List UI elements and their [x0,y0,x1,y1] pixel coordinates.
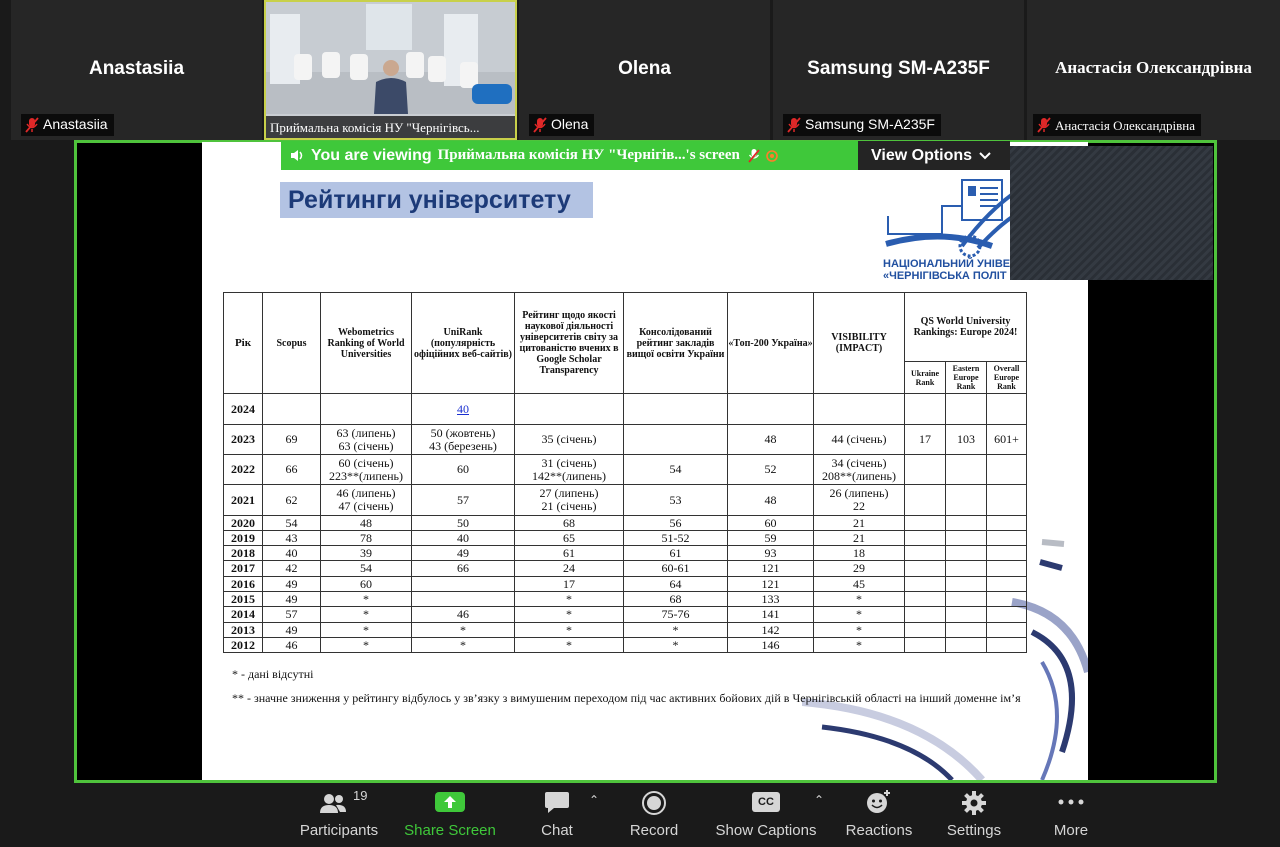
header-scholar: Рейтинг щодо якості наукової діяльності університетів світу за цитованістю вчених в Google Scholar Transparency [515,293,624,394]
view-options-button[interactable] [858,141,1010,170]
share-screen-button[interactable] [402,783,498,847]
cell-consolidated: 61 [624,546,728,561]
cell-scholar: 17 [515,577,624,592]
cell-qs-overall [987,577,1027,592]
settings-button[interactable] [942,783,1006,847]
cell-unirank: * [412,623,515,638]
cell-year: 2013 [224,623,263,638]
header-qs-overall: Overall Europe Rank [987,362,1027,394]
cell-qs-ukraine: 17 [905,425,946,455]
participant-tile-anastasia-olexandrivna[interactable] [1027,0,1280,140]
cell-scholar: 35 (січень) [515,425,624,455]
header-consolidated: Консолідований рейтинг закладів вищої освіти України [624,293,728,394]
cell-visibility: * [814,623,905,638]
cell-unirank: 57 [412,485,515,516]
cell-qs-overall [987,561,1027,577]
cell-scopus: 49 [263,592,321,607]
cell-qs-overall [987,394,1027,425]
table-row [224,531,1027,546]
cell-top200: 121 [728,577,814,592]
cell-webometrics: 78 [321,531,412,546]
cell-top200: 93 [728,546,814,561]
table-row [224,623,1027,638]
cell-webometrics: * [321,638,412,653]
mic-muted-icon [787,117,801,133]
participant-name: Анастасія Олександрівна [1055,58,1252,77]
cell-scholar: * [515,592,624,607]
cell-scholar: * [515,638,624,653]
footnote-missing: * - дані відсутні [232,667,314,681]
cell-unirank [412,592,515,607]
cell-consolidated [624,425,728,455]
cell-webometrics: * [321,592,412,607]
cell-scholar: * [515,623,624,638]
share-screen-label: Share Screen [404,822,496,839]
cell-qs-ukraine [905,394,946,425]
reactions-label: Reactions [845,822,913,839]
chat-button[interactable] [527,783,587,847]
more-button[interactable] [1044,783,1098,847]
cell-unirank: 46 [412,607,515,623]
participant-gallery [0,0,1280,140]
reactions-icon [865,789,893,815]
table-row [224,577,1027,592]
cell-qs-eastern [946,638,987,653]
cell-qs-ukraine [905,638,946,653]
cell-consolidated: * [624,623,728,638]
viewing-prefix: You are viewing [311,146,432,164]
cell-year: 2021 [224,485,263,516]
cell-top200: 48 [728,425,814,455]
cell-consolidated: 60-61 [624,561,728,577]
record-button[interactable] [623,783,685,847]
cell-consolidated: * [624,638,728,653]
reactions-button[interactable] [843,783,915,847]
cell-top200: 142 [728,623,814,638]
gear-icon [961,790,987,816]
cell-qs-overall [987,455,1027,485]
cell-qs-overall [987,638,1027,653]
meeting-toolbar [0,783,1280,847]
cell-qs-ukraine [905,607,946,623]
cell-top200: 60 [728,516,814,531]
cell-qs-eastern [946,516,987,531]
cell-consolidated: 68 [624,592,728,607]
ratings-table [223,292,1027,653]
header-year: Рік [224,293,263,394]
cell-qs-overall [987,531,1027,546]
cell-scopus: 69 [263,425,321,455]
cell-visibility [814,394,905,425]
chat-icon [544,791,570,815]
participant-label-text: Samsung SM-A235F [805,116,935,132]
participant-label [529,114,594,136]
cell-qs-overall [987,607,1027,623]
cell-webometrics: * [321,623,412,638]
participants-label: Participants [299,822,379,839]
cell-consolidated: 51-52 [624,531,728,546]
logo-line-1: НАЦІОНАЛЬНИЙ УНІВЕ [883,258,1011,270]
cell-qs-overall [987,592,1027,607]
university-logo-text [883,258,1010,282]
table-row [224,638,1027,653]
cell-top200: 59 [728,531,814,546]
cell-consolidated: 64 [624,577,728,592]
cell-visibility: 26 (липень) 22 [814,485,905,516]
table-row [224,485,1027,516]
table-row [224,561,1027,577]
cell-unirank: * [412,638,515,653]
video-feed [266,2,515,114]
cell-top200: 121 [728,561,814,577]
cell-unirank: 50 (жовтень) 43 (березень) [412,425,515,455]
cell-scopus: 49 [263,577,321,592]
cell-scopus: 54 [263,516,321,531]
cell-webometrics: 63 (липень) 63 (січень) [321,425,412,455]
cell-qs-ukraine [905,516,946,531]
cell-webometrics: 60 (січень) 223**(липень) [321,455,412,485]
slide-title: Рейтинги університету [280,182,593,218]
cell-qs-eastern [946,546,987,561]
more-dots-icon [1058,799,1084,805]
cell-webometrics: 48 [321,516,412,531]
cell-scholar: 24 [515,561,624,577]
cell-year: 2018 [224,546,263,561]
cell-consolidated: 56 [624,516,728,531]
unirank-link[interactable]: 40 [457,401,469,416]
cell-unirank: 60 [412,455,515,485]
cell-scopus: 49 [263,623,321,638]
participant-name: Anastasiia [88,58,185,79]
cell-top200: 146 [728,638,814,653]
participant-tile-samsung[interactable] [773,0,1024,140]
record-icon [641,790,667,816]
cell-year: 2020 [224,516,263,531]
cell-visibility: 29 [814,561,905,577]
captions-icon: CC [752,792,780,812]
cell-qs-ukraine [905,485,946,516]
settings-label: Settings [946,822,1002,839]
header-qs-ukraine: Ukraine Rank [905,362,946,394]
cell-year: 2017 [224,561,263,577]
show-captions-button[interactable] [713,783,819,847]
cell-consolidated: 75-76 [624,607,728,623]
table-row [224,546,1027,561]
cell-webometrics: 60 [321,577,412,592]
cell-qs-eastern [946,607,987,623]
cell-visibility: 18 [814,546,905,561]
header-qs: QS World University Rankings: Europe 2024! [905,293,1027,362]
captions-options-caret[interactable]: ⌃ [814,793,825,807]
cell-consolidated [624,394,728,425]
cell-scholar: 65 [515,531,624,546]
participant-label-text: Olena [551,116,589,132]
participant-label: Приймальна комісія НУ "Чернігівсь... [266,116,515,138]
participants-icon [318,793,348,813]
mic-muted-icon [1037,117,1051,133]
cell-qs-eastern: 103 [946,425,987,455]
cell-scopus: 40 [263,546,321,561]
cell-top200: 48 [728,485,814,516]
cell-top200: 52 [728,455,814,485]
cell-year: 2012 [224,638,263,653]
cell-unirank [412,577,515,592]
cell-visibility: * [814,607,905,623]
cell-year: 2019 [224,531,263,546]
view-options-label: View Options [871,146,973,164]
cell-visibility: * [814,638,905,653]
cell-webometrics: 39 [321,546,412,561]
cell-unirank [412,394,515,425]
cell-unirank: 66 [412,561,515,577]
table-row [224,592,1027,607]
cell-scopus: 42 [263,561,321,577]
participant-label-text: Anastasiia [43,116,108,132]
cell-scopus [263,394,321,425]
cell-qs-eastern [946,623,987,638]
cell-scholar [515,394,624,425]
participant-tile-admissions[interactable] [264,0,517,140]
participant-name: Samsung SM-A235F [807,58,990,79]
cell-unirank: 49 [412,546,515,561]
cell-scopus: 46 [263,638,321,653]
participants-count: 19 [353,788,368,803]
cell-qs-ukraine [905,561,946,577]
viewing-banner [281,141,858,170]
cell-year: 2023 [224,425,263,455]
mic-muted-icon [533,117,547,133]
participant-label-text: Анастасія Олександрівна [1055,118,1195,133]
header-qs-eastern: Eastern Europe Rank [946,362,987,394]
cell-qs-overall: 601+ [987,425,1027,455]
table-row [224,394,1027,425]
cell-qs-overall [987,485,1027,516]
cell-qs-ukraine [905,592,946,607]
table-row [224,455,1027,485]
cell-top200: 133 [728,592,814,607]
cell-webometrics: * [321,607,412,623]
more-label: More [1053,822,1089,839]
cell-scopus: 66 [263,455,321,485]
cell-qs-eastern [946,531,987,546]
header-visibility: VISIBILITY (IMPACT) [814,293,905,394]
header-top200: «Топ-200 Україна» [728,293,814,394]
participant-name: Olena [618,58,671,79]
table-row [224,607,1027,623]
footnote-domain: ** - значне зниження у рейтингу відбулось у зв’язку з вимушеним переходом під час активних бойових дій в Чернігівській області на інший доменне ім’я [232,691,1021,705]
cell-qs-overall [987,546,1027,561]
record-label: Record [629,822,679,839]
cell-scholar: 68 [515,516,624,531]
table-row [224,516,1027,531]
speaker-icon [290,149,304,162]
cell-scholar: * [515,607,624,623]
participant-tile-anastasiia[interactable] [11,0,262,140]
cell-qs-ukraine [905,531,946,546]
show-captions-label: Show Captions [715,822,817,839]
cell-visibility: * [814,592,905,607]
mic-muted-icon [748,148,760,164]
cell-qs-ukraine [905,577,946,592]
cell-webometrics: 46 (липень) 47 (січень) [321,485,412,516]
cell-year: 2024 [224,394,263,425]
cell-webometrics: 54 [321,561,412,577]
cell-scholar: 61 [515,546,624,561]
cell-top200: 141 [728,607,814,623]
cell-qs-eastern [946,592,987,607]
cell-visibility: 34 (січень) 208**(липень) [814,455,905,485]
cell-qs-eastern [946,394,987,425]
cell-scholar: 27 (липень) 21 (січень) [515,485,624,516]
cell-qs-overall [987,623,1027,638]
chat-options-caret[interactable]: ⌃ [589,793,600,807]
cell-qs-eastern [946,485,987,516]
chevron-down-icon [979,152,991,160]
cell-scopus: 43 [263,531,321,546]
cell-year: 2022 [224,455,263,485]
cell-qs-eastern [946,455,987,485]
header-webometrics: Webometrics Ranking of World Universities [321,293,412,394]
chat-label: Chat [541,822,573,839]
participants-button[interactable] [292,783,386,847]
cell-scopus: 57 [263,607,321,623]
shared-slide [202,142,1088,780]
participant-tile-olena[interactable] [519,0,770,140]
mic-muted-icon [25,117,39,133]
cell-qs-ukraine [905,546,946,561]
cell-visibility: 21 [814,531,905,546]
cell-top200 [728,394,814,425]
logo-line-2: «ЧЕРНІГІВСЬКА ПОЛІТ [883,270,1007,282]
share-screen-icon [435,792,465,812]
cell-scopus: 62 [263,485,321,516]
participant-label [783,114,941,136]
cell-unirank: 50 [412,516,515,531]
cell-visibility: 44 (січень) [814,425,905,455]
cell-qs-eastern [946,561,987,577]
cell-consolidated: 53 [624,485,728,516]
self-view-thumbnail[interactable] [1010,146,1213,280]
cell-qs-ukraine [905,455,946,485]
cell-qs-overall [987,516,1027,531]
participant-label [1033,114,1201,136]
cell-visibility: 45 [814,577,905,592]
header-unirank: UniRank (популярність офіційних веб-сайтів) [412,293,515,394]
status-icon [766,150,778,162]
cell-qs-ukraine [905,623,946,638]
cell-unirank: 40 [412,531,515,546]
cell-consolidated: 54 [624,455,728,485]
cell-year: 2016 [224,577,263,592]
table-row [224,425,1027,455]
cell-qs-eastern [946,577,987,592]
header-scopus: Scopus [263,293,321,394]
viewing-presenter: Приймальна комісія НУ "Чернігів...'s screen [437,147,740,163]
cell-visibility: 21 [814,516,905,531]
cell-year: 2015 [224,592,263,607]
cell-scholar: 31 (січень) 142**(липень) [515,455,624,485]
participant-label [21,114,114,136]
cell-year: 2014 [224,607,263,623]
cell-webometrics [321,394,412,425]
